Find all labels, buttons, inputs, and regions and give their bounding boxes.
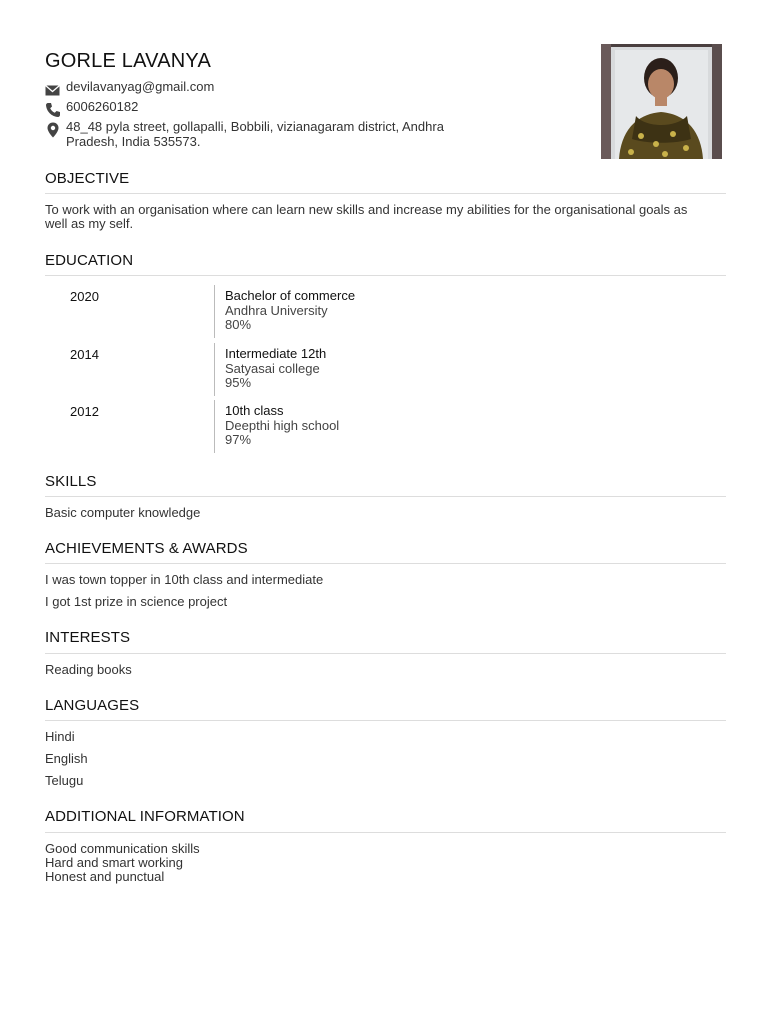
- section-divider: [45, 720, 726, 721]
- language-item: Hindi: [45, 729, 75, 744]
- education-year: 2020: [70, 289, 99, 304]
- timeline-bar: [214, 343, 215, 396]
- education-details: [225, 347, 326, 391]
- education-score: 80%: [225, 317, 252, 332]
- section-title-education: EDUCATION: [45, 252, 134, 269]
- additional-item: Hard and smart working: [45, 855, 183, 870]
- education-score: 95%: [225, 375, 252, 390]
- additional-item: Good communication skills: [45, 841, 200, 856]
- address-line-1: 48_48 pyla street, gollapalli, Bobbili, vizianagaram district, Andhra: [66, 119, 444, 134]
- education-year: 2014: [70, 347, 99, 362]
- email-text: devilavanyag@gmail.com: [66, 79, 215, 94]
- objective-line-2: well as my self.: [45, 216, 134, 231]
- language-item: Telugu: [45, 773, 84, 788]
- education-degree: Bachelor of commerce: [225, 288, 356, 303]
- timeline-bar: [214, 400, 215, 453]
- education-institution: Andhra University: [225, 302, 328, 318]
- profile-photo: [601, 44, 722, 159]
- objective-line-1: To work with an organisation where can learn new skills and increase my abilities for the organisational goals as: [45, 202, 688, 217]
- education-details: [225, 404, 339, 448]
- interest-item: Reading books: [45, 662, 132, 677]
- section-title-skills: SKILLS: [45, 473, 97, 490]
- section-divider: [45, 496, 726, 497]
- timeline-bar: [214, 285, 215, 338]
- achievement-item: I got 1st prize in science project: [45, 594, 228, 609]
- section-divider: [45, 563, 726, 564]
- section-divider: [45, 653, 726, 654]
- section-title-objective: OBJECTIVE: [45, 170, 130, 187]
- achievement-item: I was town topper in 10th class and intermediate: [45, 572, 324, 587]
- education-details: [225, 289, 355, 333]
- section-divider: [45, 193, 726, 194]
- education-score: 97%: [225, 432, 252, 447]
- phone-text: 6006260182: [66, 99, 139, 114]
- skill-item: Basic computer knowledge: [45, 505, 201, 520]
- section-title-achievements: ACHIEVEMENTS & AWARDS: [45, 540, 248, 557]
- section-divider: [45, 275, 726, 276]
- section-title-interests: INTERESTS: [45, 629, 131, 646]
- address-line-2: Pradesh, India 535573.: [66, 134, 201, 149]
- education-year: 2012: [70, 404, 99, 419]
- section-title-languages: LANGUAGES: [45, 697, 140, 714]
- envelope-icon: [45, 83, 61, 99]
- education-degree: Intermediate 12th: [225, 346, 327, 361]
- map-pin-icon: [45, 122, 61, 138]
- education-institution: Satyasai college: [225, 360, 320, 376]
- profile-photo-image: [601, 44, 722, 159]
- education-institution: Deepthi high school: [225, 417, 340, 433]
- language-item: English: [45, 751, 88, 766]
- phone-icon: [45, 102, 61, 118]
- section-title-additional: ADDITIONAL INFORMATION: [45, 808, 245, 825]
- section-divider: [45, 832, 726, 833]
- candidate-name: GORLE LAVANYA: [45, 50, 211, 72]
- additional-item: Honest and punctual: [45, 869, 165, 884]
- education-degree: 10th class: [225, 403, 284, 418]
